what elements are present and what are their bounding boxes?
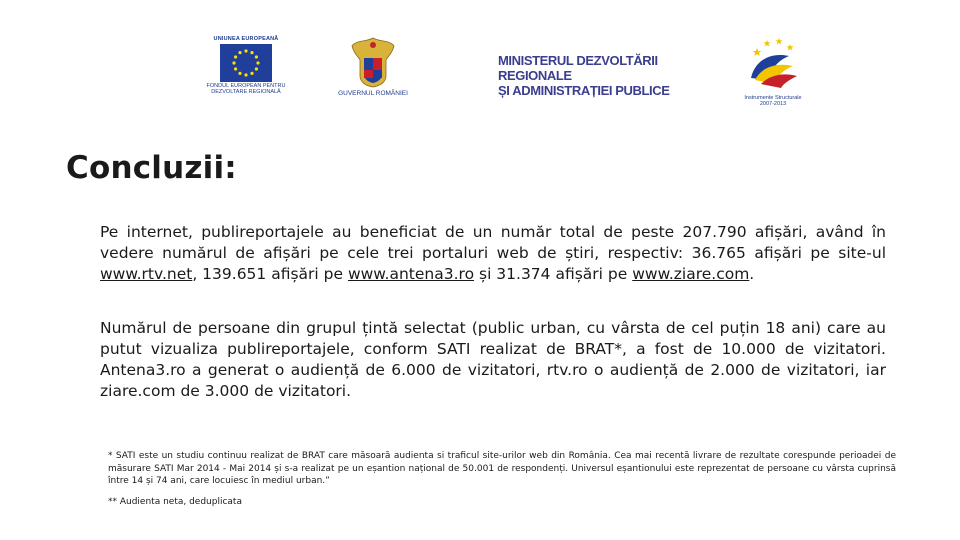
eu-logo-subcaption: FONDUL EUROPEAN PENTRU DEZVOLTARE REGIONALĂ: [206, 83, 286, 95]
structural-instruments-icon: [743, 34, 803, 90]
paragraph1-text2: , 139.651 afișări pe: [192, 265, 348, 283]
structural-instruments-logo: [736, 34, 810, 106]
paragraph1-text4: .: [749, 265, 755, 283]
government-logo-caption: GUVERNUL ROMÂNIEI: [338, 90, 408, 97]
link-ziare-com[interactable]: www.ziare.com: [632, 265, 750, 283]
ministry-logo-line2: ȘI ADMINISTRAȚIEI PUBLICE: [498, 83, 670, 98]
ministry-logo: [498, 53, 708, 98]
paragraph-target-audience: Numărul de persoane din grupul țintă selectat (public urban, cu vârsta de cel puțin 18 ani) care au putut vizualiza publireportajele, conform SATI realizat de BRAT*, a fost de 10.000 de vizitatori. Antena3.ro a generat o audiență de 6.000 de vizitatori, rtv.ro o audiență de 2.000 de vizitatori, iar ziare.com de 3.000 de vizitatori.: [100, 319, 886, 400]
structural-instruments-caption: Instrumente Structurale: [744, 95, 802, 101]
romania-coat-of-arms-icon: [350, 36, 396, 88]
paragraph-internet-display: [100, 222, 886, 285]
eu-logo: [196, 36, 296, 100]
structural-instruments-years: 2007-2013: [759, 101, 787, 107]
page-title: Concluzii:: [66, 150, 237, 186]
footnote-sati: * SATI este un studiu continuu realizat de BRAT care măsoară audienta si traficul site-urilor web din România. Cea mai recentă livrare de rezultate corespunde perioadei de măsurare SATI Mar 2014 - Mai 2014 și s-a realizat pe un eșantion național de 50.001 de respondenți. Universul eșantionului este reprezentat de persoane cu vârsta cuprinsă între 14 și 74 ani, care locuiesc în mediul urban.”: [108, 451, 896, 486]
link-antena3-ro[interactable]: www.antena3.ro: [347, 265, 475, 283]
paragraph1-text1: Pe internet, publireportajele au beneficiat de un număr total de peste 207.790 afișări, având în vedere numărul de afișări pe cele trei portaluri web de știri, respectiv: 36.765 afișări pe site-ul: [100, 223, 886, 262]
link-rtv-net[interactable]: www.rtv.net: [100, 265, 193, 283]
ministry-logo-line1: MINISTERUL DEZVOLTĂRII REGIONALE: [498, 53, 658, 83]
paragraph1-text3: și 31.374 afișări pe: [474, 265, 633, 283]
eu-flag-icon: [220, 44, 272, 82]
footnote-net-audience: ** Audienta neta, deduplicata: [108, 497, 242, 507]
government-logo: [334, 36, 412, 102]
eu-logo-caption: UNIUNEA EUROPEANĂ: [213, 36, 279, 42]
